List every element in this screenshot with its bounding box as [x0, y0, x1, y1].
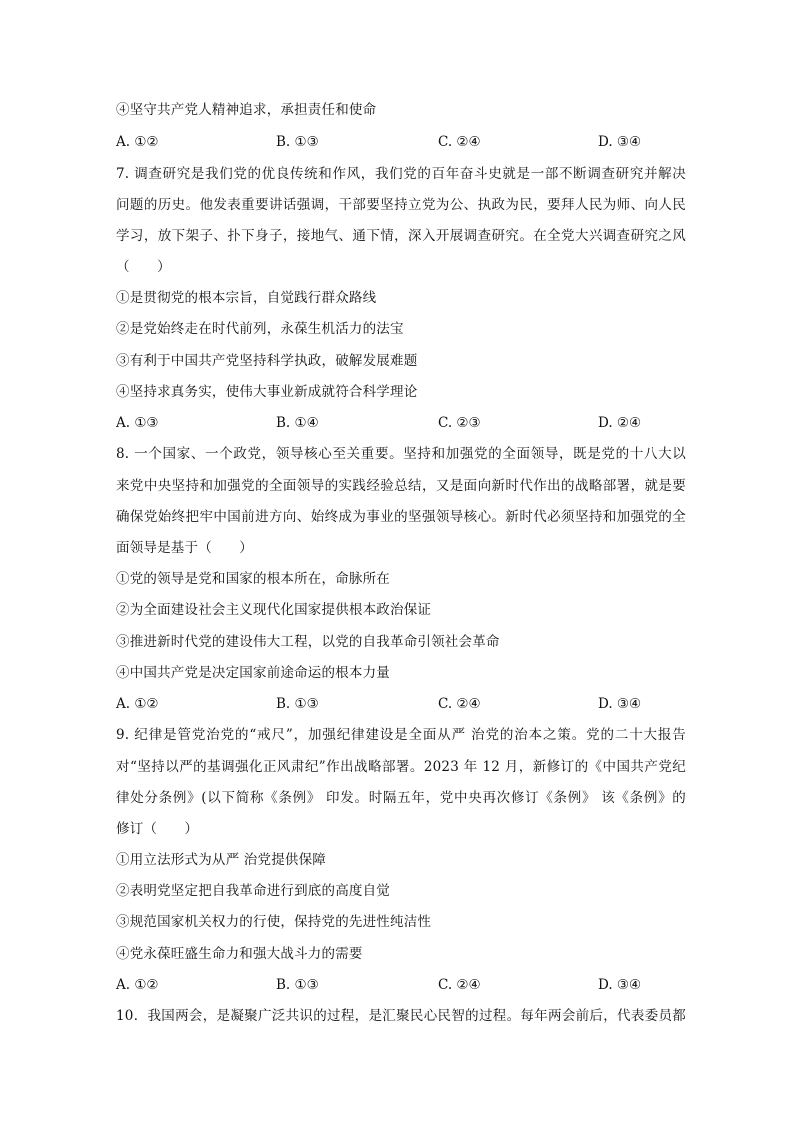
q8-option-d: D. ③④ — [598, 696, 642, 712]
q9-statement-1: ①用立法形式为从严 治党提供保障 — [116, 852, 326, 868]
q9-statement-4: ④党永葆旺盛生命力和强大战斗力的需要 — [116, 946, 363, 962]
q8-options — [116, 695, 696, 713]
q6-option-a: A. ①② — [116, 134, 159, 150]
q9-stem-line-1: 9. 纪律是管党治党的“戒尺”，加强纪律建设是全面从严 治党的治本之策。党的二十大报告 — [116, 727, 686, 743]
q7-statement-4: ④坚持求真务实，使伟大事业新成就符合科学理论 — [116, 384, 418, 400]
q9-statement-3: ③规范国家机关权力的行使，保持党的先进性纯洁性 — [116, 914, 432, 930]
q8-stem-line-1: 8. 一个国家、一个政党，领导核心至关重要。坚持和加强党的全面领导，既是党的十八大以 — [116, 446, 686, 462]
q7-stem-line-1: 7. 调查研究是我们党的优良传统和作风，我们党的百年奋斗史就是一部不断调查研究并解决 — [116, 166, 686, 182]
q9-option-b: B. ①③ — [276, 977, 319, 993]
q7-option-b: B. ①④ — [276, 415, 319, 431]
q7-statement-3: ③有利于中国共产党坚持科学执政，破解发展难题 — [116, 353, 418, 369]
q9-statement-2: ②表明党坚定把自我革命进行到底的高度自觉 — [116, 883, 390, 899]
q10-stem-line-1: 10．我国两会，是凝聚广泛共识的过程，是汇聚民心民智的过程。每年两会前后，代表委员都 — [116, 1008, 686, 1024]
q6-option-c: C. ②④ — [438, 134, 481, 150]
q7-option-c: C. ②③ — [438, 415, 481, 431]
q6-option-d: D. ③④ — [598, 134, 642, 150]
q9-option-a: A. ①② — [116, 977, 159, 993]
q8-statement-4: ④中国共产党是决定国家前途命运的根本力量 — [116, 665, 390, 681]
q9-option-d: D. ③④ — [598, 977, 642, 993]
q8-option-c: C. ②④ — [438, 696, 481, 712]
q8-statement-1: ①党的领导是党和国家的根本所在，命脉所在 — [116, 571, 390, 587]
q7-option-d: D. ②④ — [598, 415, 642, 431]
q7-statement-2: ②是党始终走在时代前列，永葆生机活力的法宝 — [116, 321, 404, 337]
q7-stem-line-4: （ ） — [116, 259, 171, 275]
q9-stem-line-2: 对“坚持以严的基调强化正风肃纪”作出战略部署。2023 年 12 月，新修订的《中国共产党纪 — [116, 759, 686, 775]
q6-statement-4: ④坚守共产党人精神追求，承担责任和使命 — [116, 102, 377, 118]
q7-stem-line-2: 问题的历史。他发表重要讲话强调，干部要坚持立党为公、执政为民，要拜人民为师、向人民 — [116, 197, 686, 213]
q7-stem-line-3: 学习，放下架子、扑下身子，接地气、通下情，深入开展调查研究。在全党大兴调查研究之风 — [116, 228, 686, 244]
q7-option-a: A. ①③ — [116, 415, 159, 431]
q8-stem-line-4: 面领导是基于（ ） — [116, 540, 253, 556]
q8-stem-line-2: 来党中央坚持和加强党的全面领导的实践经验总结，又是面向新时代作出的战略部署，就是要 — [116, 478, 686, 494]
q6-option-b: B. ①③ — [276, 134, 319, 150]
q8-stem-line-3: 确保党始终把牢中国前进方向、始终成为事业的坚强领导核心。新时代必须坚持和加强党的全 — [116, 509, 686, 525]
q8-statement-2: ②为全面建设社会主义现代化国家提供根本政治保证 — [116, 602, 432, 618]
q8-statement-3: ③推进新时代党的建设伟大工程，以党的自我革命引领社会革命 — [116, 634, 500, 650]
q9-option-c: C. ②④ — [438, 977, 481, 993]
q8-option-b: B. ①③ — [276, 696, 319, 712]
q9-stem-line-4: 修订（ ） — [116, 821, 199, 837]
q9-options — [116, 976, 696, 994]
q6-options — [116, 133, 696, 151]
q9-stem-line-3: 律处分条例》(以下简称《条例》 印发。时隔五年，党中央再次修订《条例》 该《条例》的 — [116, 790, 686, 806]
q8-option-a: A. ①② — [116, 696, 159, 712]
q7-statement-1: ①是贯彻党的根本宗旨，自觉践行群众路线 — [116, 290, 377, 306]
q7-options — [116, 414, 696, 432]
